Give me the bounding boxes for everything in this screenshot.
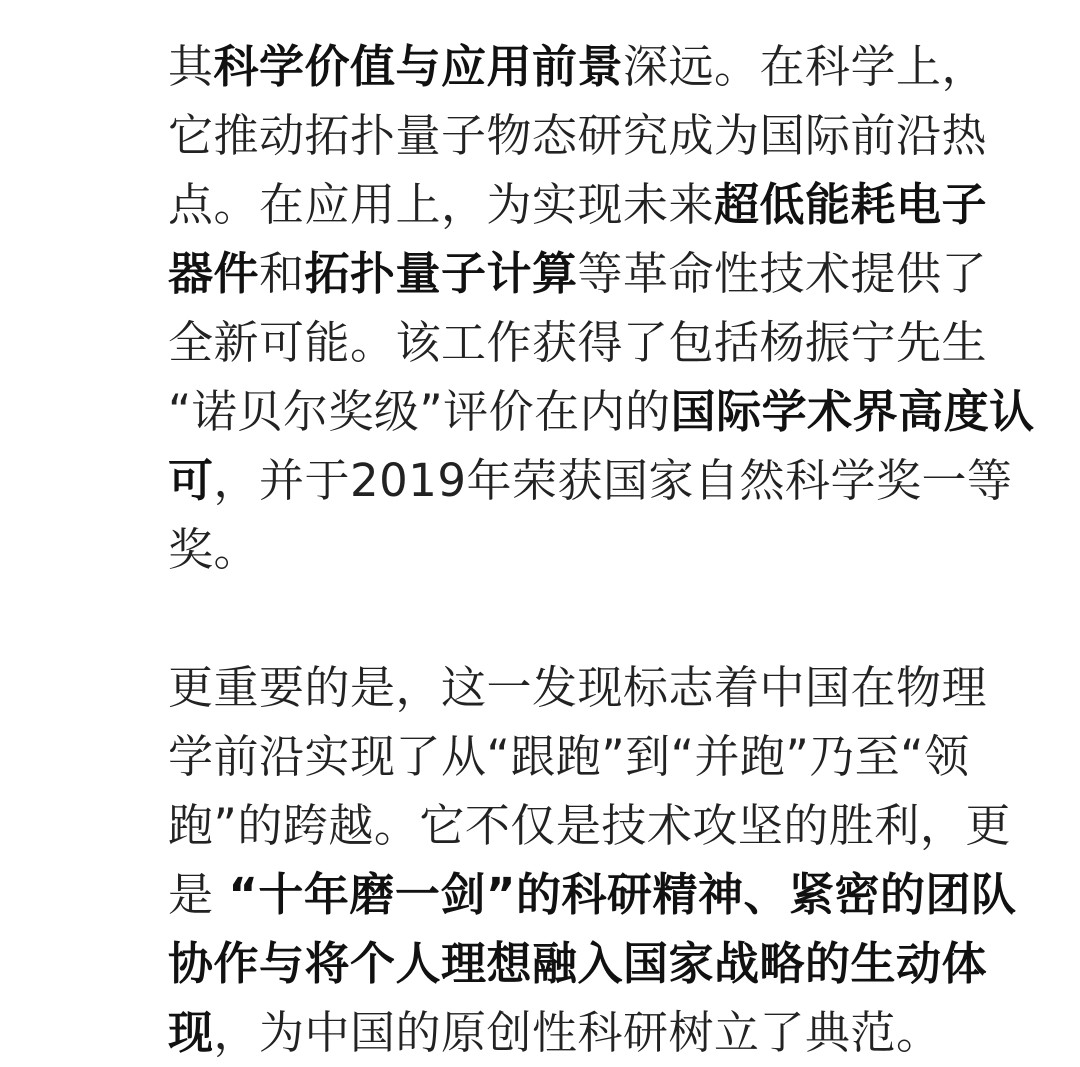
bold-text: “十年磨一剑”的科研精神、紧密的团队 [228, 868, 1017, 921]
bold-text: 科学价值与应用前景 [213, 40, 624, 93]
body-text: 全新可能。该工作获得了包括杨振宁先生 [168, 316, 988, 369]
body-text: 和 [259, 247, 305, 300]
bold-text: 拓扑量子计算 [304, 247, 578, 300]
body-text: 学前沿实现了从“跟跑”到“并跑”乃至“领 [168, 730, 970, 783]
text-line [168, 998, 1034, 1067]
text-line [168, 791, 1034, 860]
article-body [168, 32, 1034, 1067]
text-line [168, 929, 1034, 998]
text-line [168, 308, 1034, 377]
body-text: ，并于2019年荣获国家自然科学奖一等 [213, 454, 1013, 507]
bold-text: 国际学术界高度认 [670, 385, 1035, 438]
body-text: 更重要的是，这一发现标志着中国在物理 [168, 661, 988, 714]
body-text: 深远。在科学上， [623, 40, 988, 93]
text-line [168, 101, 1034, 170]
bold-text: 现 [168, 1006, 214, 1059]
text-line [168, 239, 1034, 308]
body-text: “诺贝尔奖级”评价在内的 [168, 385, 671, 438]
bold-text: 器件 [168, 247, 260, 300]
body-text: 奖。 [168, 523, 260, 576]
text-line [168, 446, 1034, 515]
text-line [168, 170, 1034, 239]
text-line [168, 32, 1034, 101]
text-line [168, 377, 1034, 446]
body-text: 点。在应用上，为实现未来 [168, 178, 715, 231]
text-line [168, 722, 1034, 791]
text-line [168, 860, 1034, 929]
text-line [168, 653, 1034, 722]
paragraph-science-value [168, 32, 1034, 584]
body-text: 等革命性技术提供了 [577, 247, 988, 300]
bold-text: 协作与将个人理想融入国家战略的生动体 [168, 937, 988, 990]
bold-text: 超低能耗电子 [714, 178, 988, 231]
body-text: 是 [168, 868, 229, 921]
body-text: 其 [168, 40, 214, 93]
text-line [168, 515, 1034, 584]
body-text: 跑”的跨越。它不仅是技术攻坚的胜利，更 [168, 799, 1011, 852]
body-text: ，为中国的原创性科研树立了典范。 [213, 1006, 942, 1059]
bold-text: 可 [168, 454, 214, 507]
body-text: 它推动拓扑量子物态研究成为国际前沿热 [168, 109, 988, 162]
paragraph-significance [168, 653, 1034, 1067]
